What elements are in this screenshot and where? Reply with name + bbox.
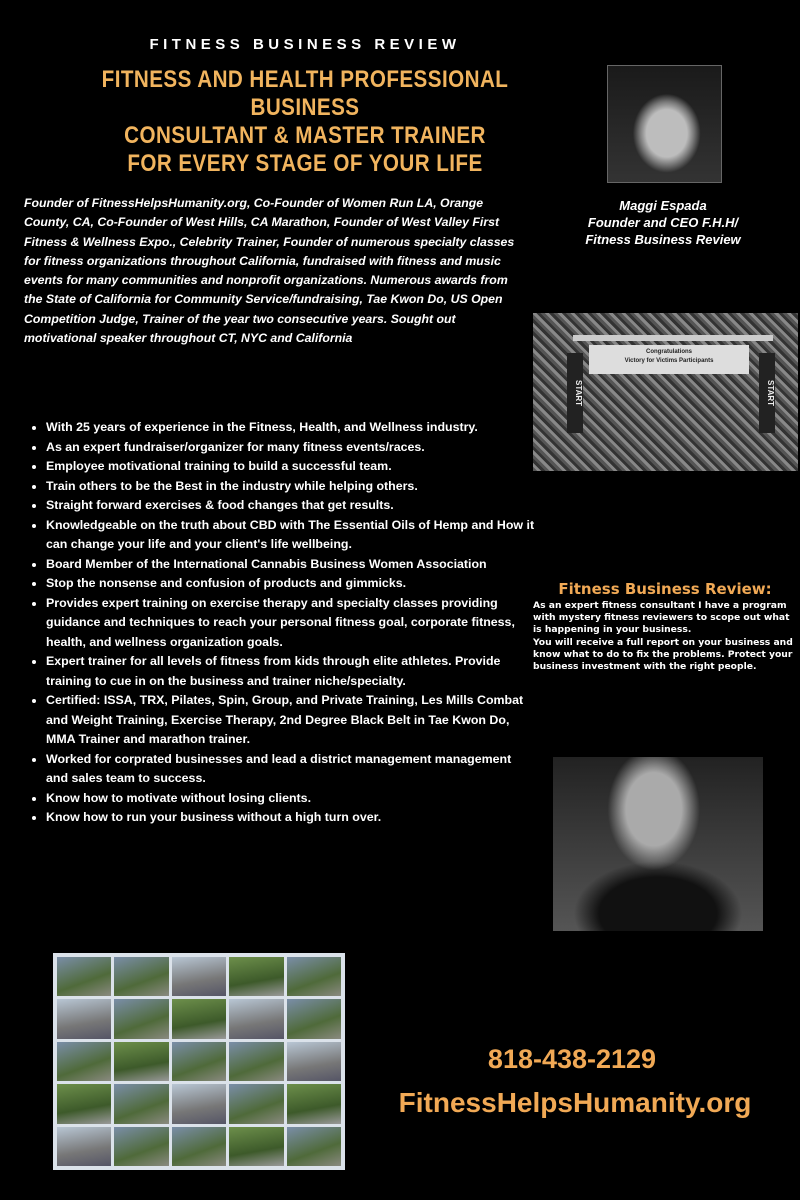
list-item: • Train others to be the Best in the industry while helping others. [46, 477, 536, 497]
list-item: • Board Member of the International Cannabis Business Women Association [46, 555, 536, 575]
review-paragraph: As an expert fitness consultant I have a program with mystery fitness reviewers to scope out what is happening in your business. [533, 600, 790, 636]
collage-photo [287, 1042, 341, 1081]
profile-name: Maggi Espada [619, 198, 707, 213]
collage-photo [229, 999, 283, 1038]
collage-photo [57, 999, 111, 1038]
collage-photo [114, 1084, 168, 1123]
contact-website[interactable]: FitnessHelpsHumanity.org [398, 1087, 752, 1118]
collage-photo [229, 1042, 283, 1081]
collage-photo [57, 1042, 111, 1081]
list-item: • With 25 years of experience in the Fitness, Health, and Wellness industry. [46, 418, 536, 438]
race-start-photo [533, 313, 798, 471]
flexing-trainer-photo [553, 757, 763, 931]
collage-photo [172, 957, 226, 996]
banner-text: Victory for Victims Participants [624, 358, 714, 364]
list-item: • Employee motivational training to build a successful team. [46, 457, 536, 477]
list-item: • Stop the nonsense and confusion of products and gimmicks. [46, 574, 536, 594]
collage-photo [229, 957, 283, 996]
collage-photo [57, 957, 111, 996]
headline-line: CONSULTANT & MASTER TRAINER [124, 122, 486, 149]
intro-paragraph: Founder of FitnessHelpsHumanity.org, Co-Founder of Women Run LA, Orange County, CA, Co-Founder of West Hills, CA Marathon, Founder of West Valley First Fitness & Wellness Expo., Celebrity Trainer, Founder of numerous specialty classes for fitness organizations throughout California, fundraised with fitness and music events for many communities and nonprofit organizations. Numerous awards from the State of California for Community Service/fundraising, Tae Kwon Do, US Open Competition Judge, Trainer of the year two consecutive years. Sought out motivational speaker throughout CT, NYC and California [24, 196, 515, 346]
collage-photo [114, 999, 168, 1038]
collage-photo [287, 957, 341, 996]
list-item: • Worked for corprated businesses and lead a district management management and sales team to success. [46, 750, 536, 789]
collage-photo [172, 1084, 226, 1123]
list-item: • Certified: ISSA, TRX, Pilates, Spin, Group, and Private Training, Les Mills Combat and Weight Training, Exercise Therapy, 2nd Degree Black Belt in Tae Kwon Do, MMA Trainer and marathon trainer. [46, 691, 536, 750]
collage-photo [287, 999, 341, 1038]
collage-photo [57, 1127, 111, 1166]
collage-photo [287, 1127, 341, 1166]
list-item: • Straight forward exercises & food changes that get results. [46, 496, 536, 516]
kicker-title: FITNESS BUSINESS REVIEW [149, 36, 461, 53]
start-truss [573, 335, 773, 341]
runners-collage [53, 953, 345, 1170]
list-item: • Know how to run your business without a high turn over. [46, 808, 536, 828]
banner-text: Congratulations [646, 349, 692, 355]
collage-photo [229, 1084, 283, 1123]
list-item: • Provides expert training on exercise therapy and specialty classes providing guidance and techniques to reach your personal fitness goal, corporate fitness, health, and wellness organization goals. [46, 594, 536, 653]
list-item: • Expert trainer for all levels of fitness from kids through elite athletes. Provide training to cue in on the business and trainer niche/specialty. [46, 652, 536, 691]
collage-photo [229, 1127, 283, 1166]
collage-photo [172, 1127, 226, 1166]
headline-line: FITNESS AND HEALTH PROFESSIONAL BUSINESS [101, 66, 509, 121]
review-title: Fitness Business Review: [558, 580, 772, 598]
collage-photo [172, 999, 226, 1038]
collage-photo [114, 1127, 168, 1166]
contact-phone[interactable]: 818-438-2129 [487, 1044, 657, 1074]
start-sign: START [759, 353, 775, 433]
review-paragraph: You will receive a full report on your business and know what to do to fix the problems. Protect your business investment with the right people. [533, 636, 793, 673]
start-sign: START [567, 353, 583, 433]
review-body [533, 600, 800, 673]
profile-title: Fitness Business Review [585, 232, 741, 247]
portrait-photo [607, 65, 722, 183]
list-item: • As an expert fundraiser/organizer for many fitness events/races. [46, 438, 536, 458]
list-item: • Know how to motivate without losing clients. [46, 789, 536, 809]
collage-photo [57, 1084, 111, 1123]
profile-title: Founder and CEO F.H.H/ [587, 215, 739, 230]
collage-photo [287, 1084, 341, 1123]
collage-photo [172, 1042, 226, 1081]
headline [69, 66, 542, 178]
list-item: • Knowledgeable on the truth about CBD with The Essential Oils of Hemp and How it can change your life and your client's life wellbeing. [46, 516, 536, 555]
collage-photo [114, 1042, 168, 1081]
headline-line: FOR EVERY STAGE OF YOUR LIFE [127, 150, 483, 177]
experience-list [28, 418, 536, 828]
collage-photo [114, 957, 168, 996]
race-banner [589, 345, 749, 374]
portrait-caption [570, 197, 756, 248]
